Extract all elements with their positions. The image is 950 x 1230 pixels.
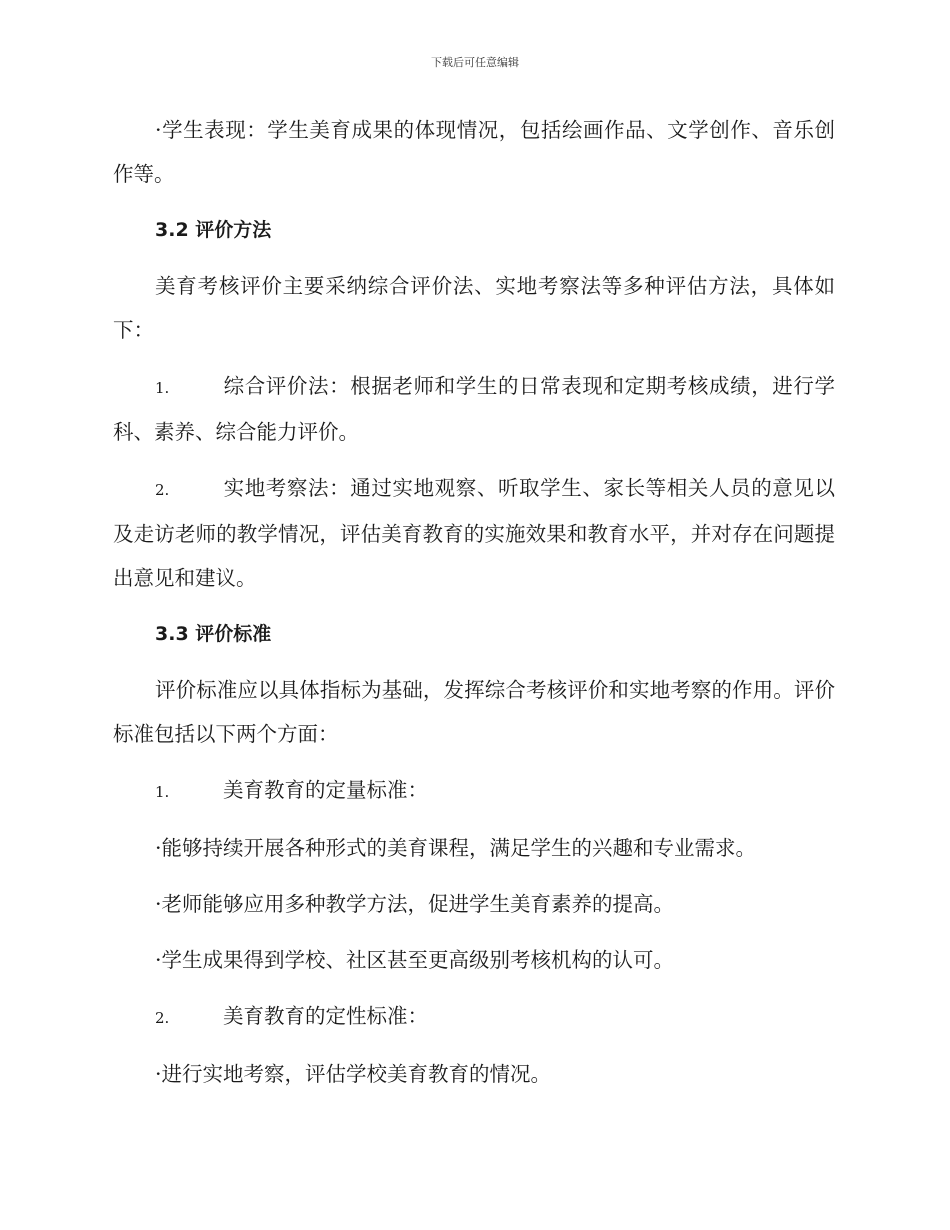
list-item-text: 美育教育的定量标准： xyxy=(223,778,428,802)
list-item-text: 美育教育的定性标准： xyxy=(223,1004,428,1028)
paragraph-standards-intro: 评价标准应以具体指标为基础，发挥综合考核评价和实地考察的作用。评价标准包括以下两个方面： xyxy=(113,678,835,746)
paragraph-methods-intro: 美育考核评价主要采纳综合评价法、实地考察法等多种评估方法，具体如下： xyxy=(113,274,835,342)
list-item-qualitative-standard xyxy=(113,994,835,1040)
list-item-field-inspection xyxy=(113,466,835,600)
paragraph-student-performance: ·学生表现：学生美育成果的体现情况，包括绘画作品、文学创作、音乐创作等。 xyxy=(113,118,835,186)
list-number: 1. xyxy=(155,783,170,801)
bullet-courses: ·能够持续开展各种形式的美育课程，满足学生的兴趣和专业需求。 xyxy=(155,836,757,860)
section-heading-3-2: 3.2 评价方法 xyxy=(155,219,272,241)
list-number: 2. xyxy=(155,481,170,499)
list-item-comprehensive-evaluation xyxy=(113,364,835,454)
list-item-quantitative-standard xyxy=(113,768,835,814)
list-item-text: 综合评价法：根据老师和学生的日常表现和定期考核成绩，进行学科、素养、综合能力评价。 xyxy=(113,374,835,444)
list-number: 1. xyxy=(155,379,170,397)
page-header: 下载后可任意编辑 xyxy=(431,56,519,69)
section-heading-3-3: 3.3 评价标准 xyxy=(155,623,272,645)
bullet-field-inspection: ·进行实地考察，评估学校美育教育的情况。 xyxy=(155,1062,552,1086)
list-item-text: 实地考察法：通过实地观察、听取学生、家长等相关人员的意见以及走访老师的教学情况，评估美育教育的实施效果和教育水平，并对存在问题提出意见和建议。 xyxy=(113,476,835,590)
list-number: 2. xyxy=(155,1009,170,1027)
document-body xyxy=(113,108,835,1108)
bullet-teaching-methods: ·老师能够应用多种教学方法，促进学生美育素养的提高。 xyxy=(155,892,675,916)
bullet-recognition: ·学生成果得到学校、社区甚至更高级别考核机构的认可。 xyxy=(155,948,675,972)
